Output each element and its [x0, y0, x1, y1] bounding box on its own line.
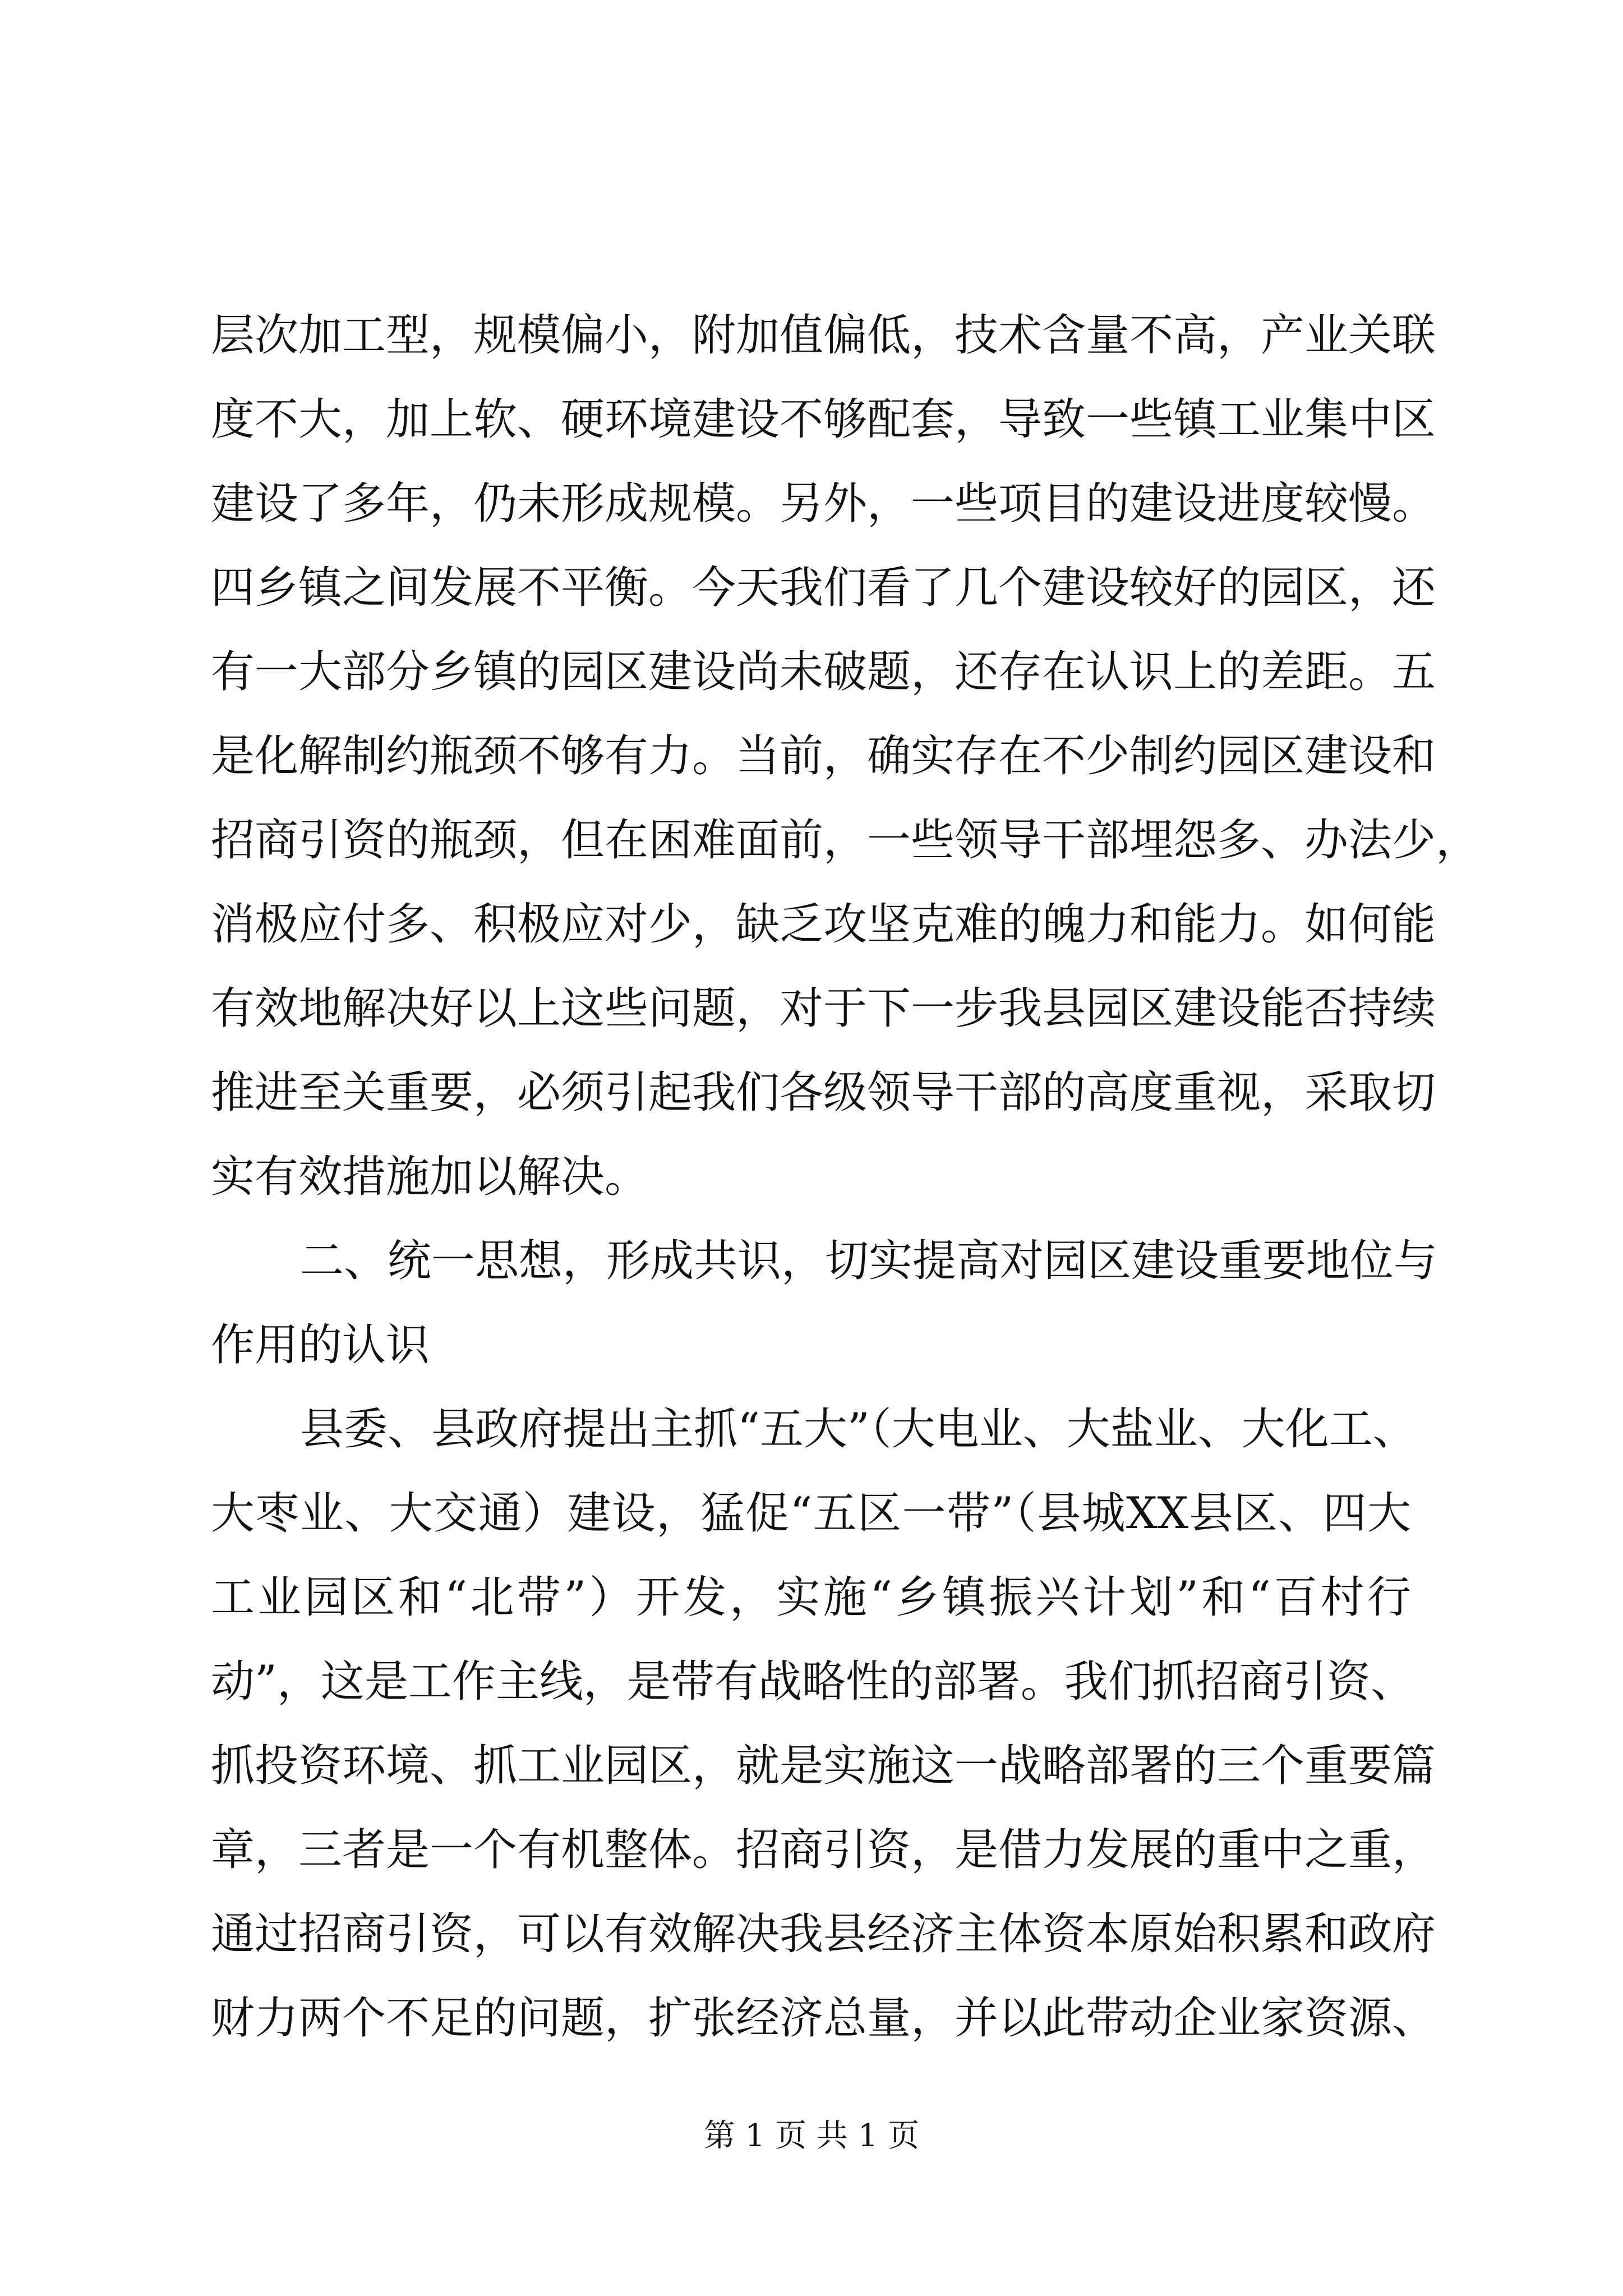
text-line-10: 推进至关重要，必须引起我们各级领导干部的高度重视，采取切: [211, 1068, 1436, 1118]
text-line-6: 是化解制约瓶颈不够有力。当前，确实存在不少制约园区建设和: [211, 731, 1436, 781]
text-line-4: 四乡镇之间发展不平衡。今天我们看了几个建设较好的园区，还: [211, 563, 1436, 613]
text-line-18: 抓投资环境、抓工业园区，就是实施这一战略部署的三个重要篇: [211, 1741, 1436, 1791]
text-line-20: 通过招商引资，可以有效解决我县经济主体资本原始积累和政府: [211, 1909, 1436, 1959]
text-line-1: 层次加工型，规模偏小，附加值偏低，技术含量不高，产业关联: [211, 310, 1436, 361]
text-line-17: 动”，这是工作主线，是带有战略性的部署。我们抓招商引资、: [211, 1657, 1414, 1707]
text-line-9: 有效地解决好以上这些问题，对于下一步我县园区建设能否持续: [211, 983, 1436, 1034]
page-footer: 第 1 页 共 1 页: [703, 2118, 920, 2154]
text-line-5: 有一大部分乡镇的园区建设尚未破题，还存在认识上的差距。五: [211, 647, 1436, 697]
text-line-8: 消极应付多、积极应对少，缺乏攻坚克难的魄力和能力。如何能: [211, 899, 1436, 950]
text-line-11: 实有效措施加以解决。: [211, 1152, 649, 1202]
text-line-16: 工业园区和“北带”）开发，实施“乡镇振兴计划”和“百村行: [211, 1572, 1411, 1623]
text-line-3: 建设了多年，仍未形成规模。另外，一些项目的建设进度较慢。: [211, 478, 1436, 529]
text-line-14: 县委、县政府提出主抓“五大”（大电业、大盐业、大化工、: [300, 1404, 1417, 1455]
text-line-2: 度不大，加上软、硬环境建设不够配套，导致一些镇工业集中区: [211, 394, 1436, 445]
text-line-19: 章，三者是一个有机整体。招商引资，是借力发展的重中之重，: [211, 1825, 1436, 1875]
text-line-15: 大枣业、大交通）建设，猛促“五区一带”（县城XX县区、四大: [211, 1488, 1411, 1539]
section-heading-line-1: 二、统一思想，形成共识，切实提高对园区建设重要地位与: [300, 1236, 1438, 1286]
section-heading-line-2: 作用的认识: [211, 1320, 430, 1370]
text-line-7: 招商引资的瓶颈，但在困难面前，一些领导干部埋怨多、办法少，: [211, 815, 1480, 866]
text-line-21: 财力两个不足的问题，扩张经济总量，并以此带动企业家资源、: [211, 1993, 1436, 2044]
